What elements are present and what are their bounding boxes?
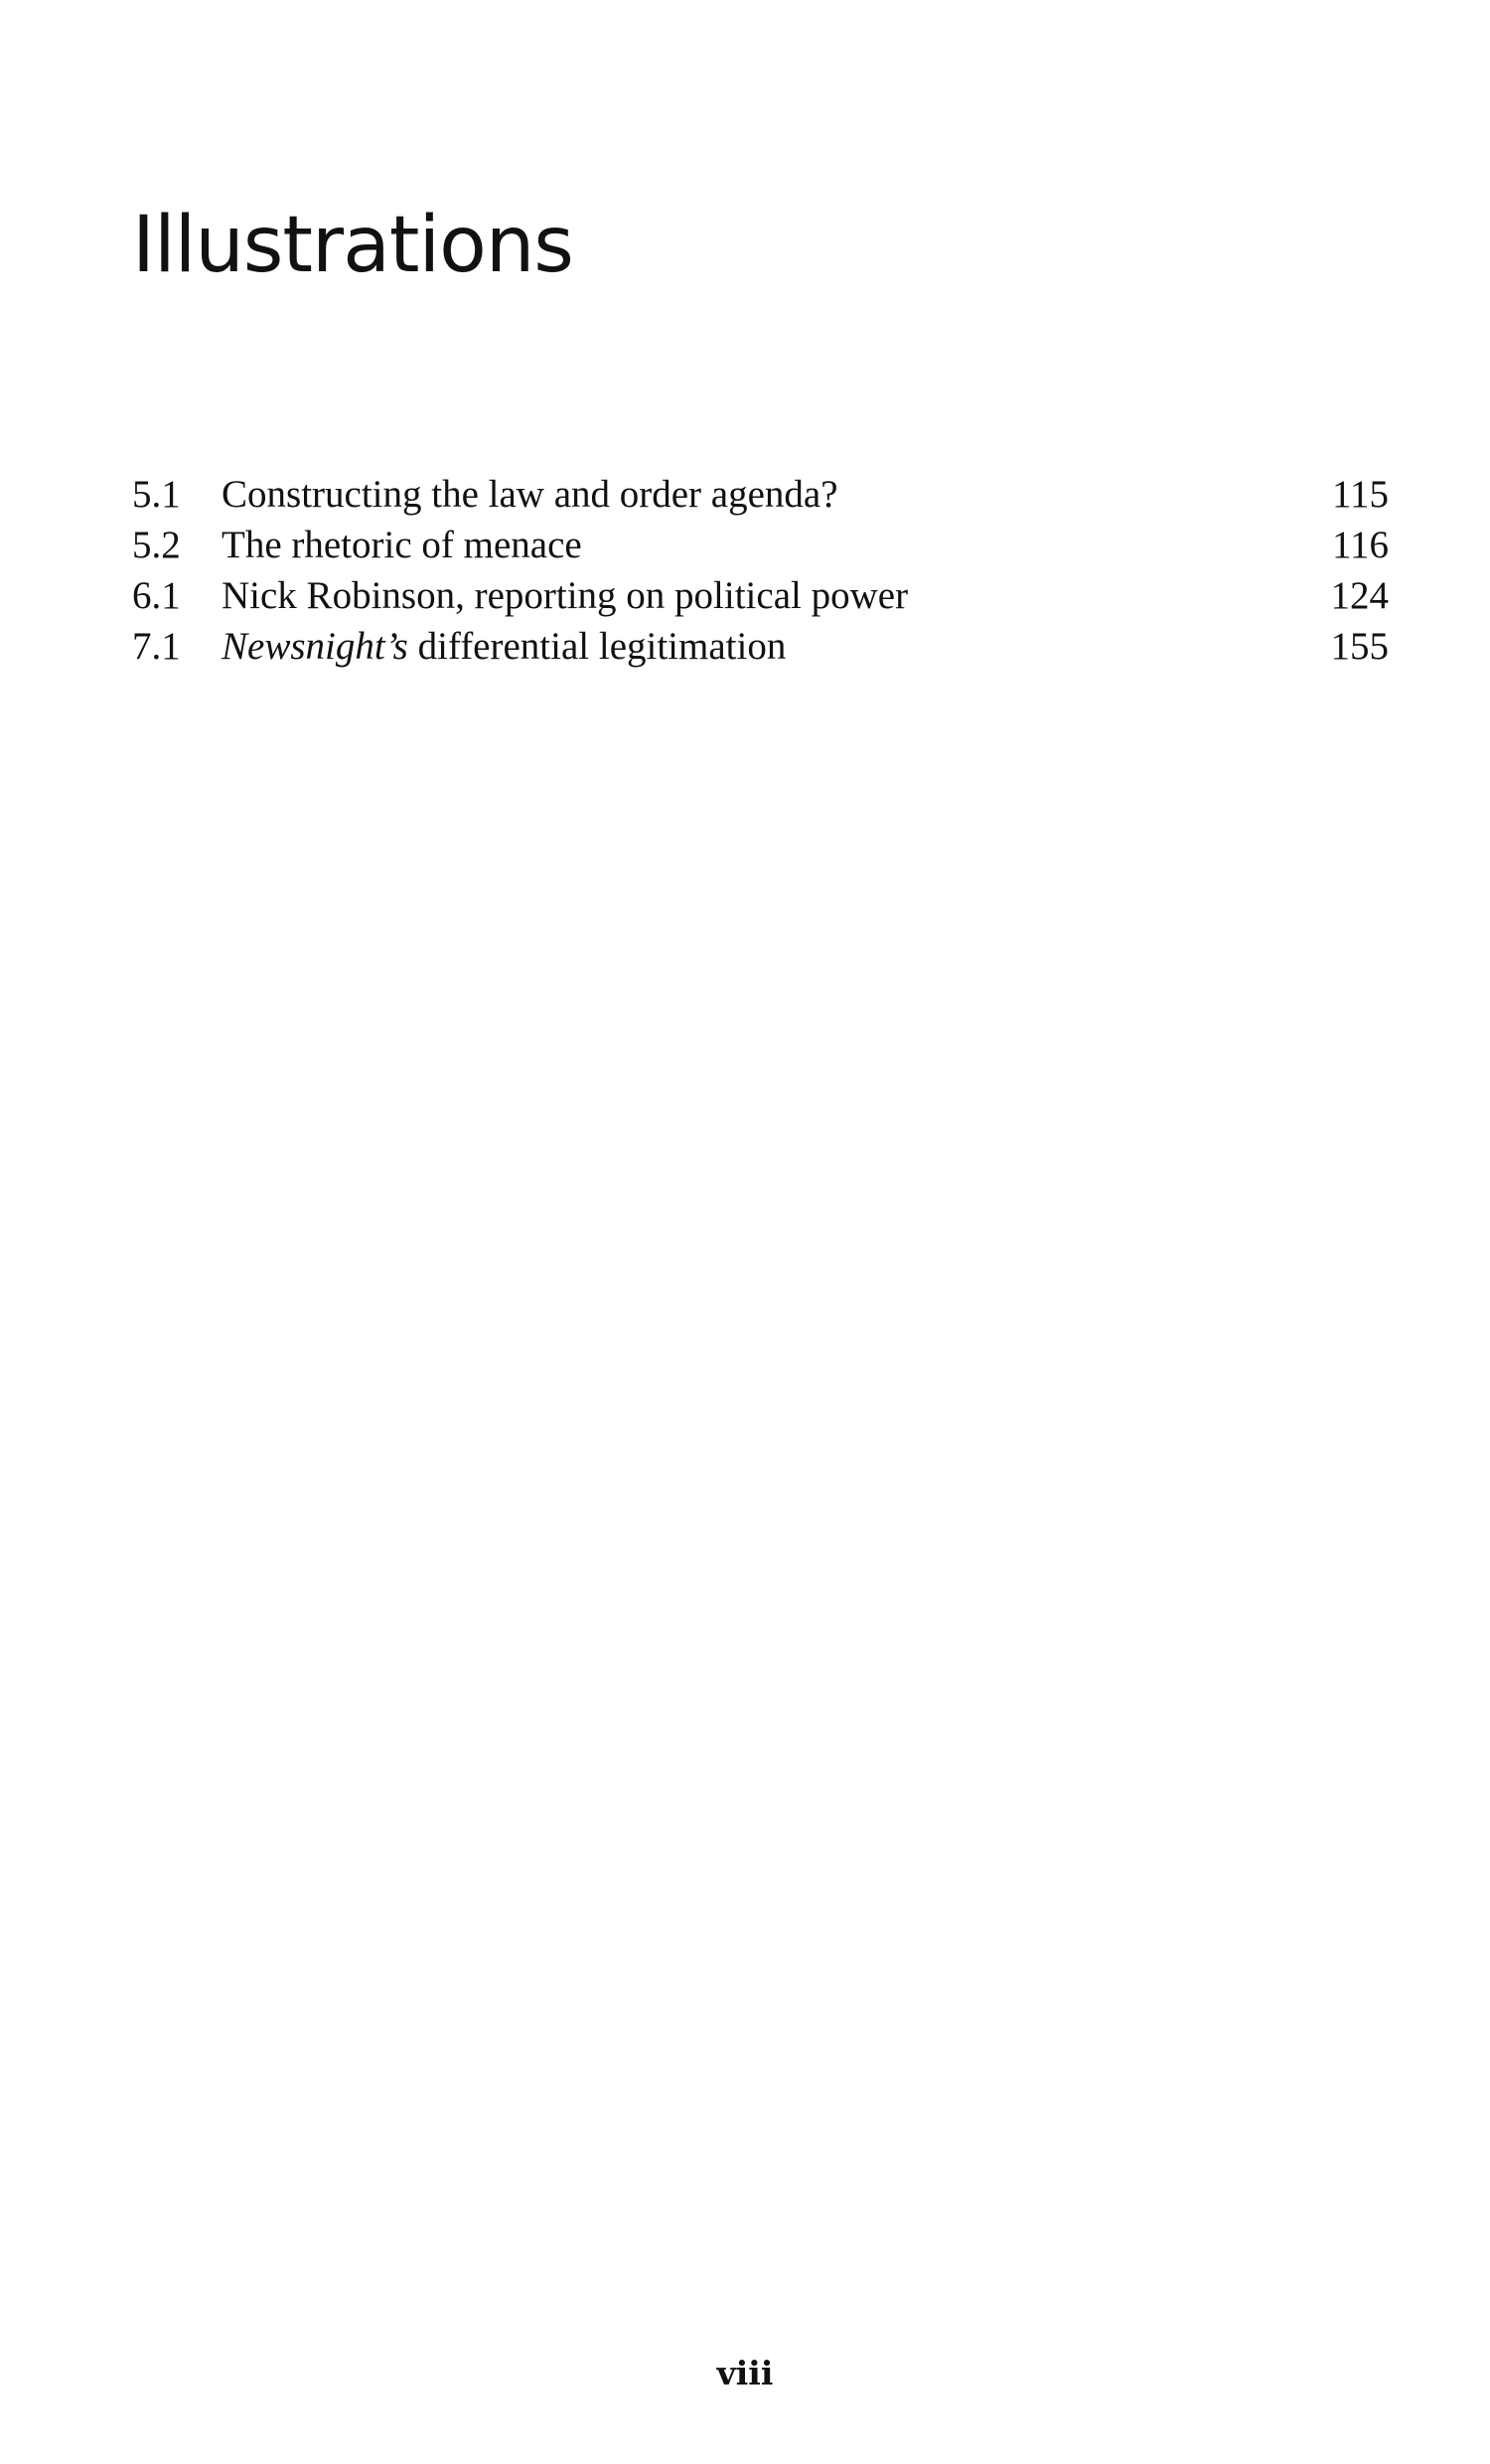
- list-item: [132, 621, 1389, 672]
- illustrations-list: [132, 469, 1389, 672]
- illustration-title-text: Constructing the law and order agenda?: [222, 473, 838, 516]
- illustration-title: [222, 469, 1332, 520]
- illustration-number: 6.1: [132, 574, 181, 617]
- illustration-title: [222, 621, 1331, 672]
- list-item: [132, 520, 1389, 570]
- illustration-page: 155: [1330, 625, 1389, 668]
- illustration-number: 5.2: [132, 524, 181, 566]
- illustration-title-text: differential legitimation: [407, 625, 787, 668]
- illustration-page: 124: [1330, 574, 1389, 617]
- illustration-title-text: The rhetoric of menace: [222, 524, 582, 566]
- illustration-title: [222, 520, 1332, 570]
- list-item: [132, 570, 1389, 621]
- illustration-title-italic: Newsnight’s: [222, 625, 408, 668]
- illustration-number: 5.1: [132, 473, 181, 516]
- illustration-number: 7.1: [132, 625, 181, 668]
- illustration-page: 116: [1331, 524, 1389, 566]
- page-title: Illustrations: [132, 201, 573, 290]
- illustration-title-text: Nick Robinson, reporting on political power: [222, 574, 909, 617]
- illustration-title: [222, 570, 1331, 621]
- illustration-page: 115: [1331, 473, 1389, 516]
- list-item: [132, 469, 1389, 520]
- page-number: viii: [716, 2354, 774, 2392]
